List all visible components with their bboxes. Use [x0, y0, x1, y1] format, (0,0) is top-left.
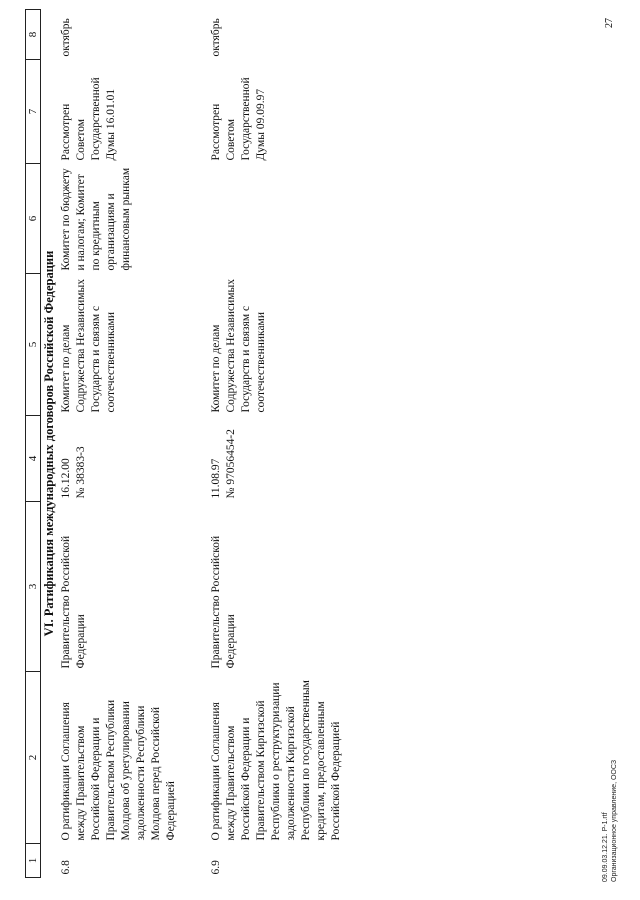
column-number: 1	[26, 844, 41, 878]
row-number: 6.8	[60, 860, 72, 875]
submission-date: 11.08.97	[210, 458, 222, 499]
status: Рассмотрен Советом Государственной Думы 16.01.01	[60, 77, 117, 161]
co-committee	[208, 164, 345, 274]
submission-info	[58, 416, 208, 502]
footer-file-name: 09.09.03.12.21. Р-1.rtf	[602, 812, 609, 882]
column-number: 7	[26, 60, 41, 164]
column-number: 6	[26, 164, 41, 274]
section-row	[41, 10, 59, 878]
bill-title: О ратификации Соглашения между Правительством Российской Федерации и Правительством Республики Молдова об урегулировании задолженности Республики Молдова перед Российской Федерацией	[60, 699, 177, 841]
section-title: VI. Ратификация международных договоров Российской Федерации	[42, 250, 56, 637]
column-number: 3	[26, 502, 41, 672]
initiator: Правительство Российской Федерации	[210, 535, 237, 669]
registration-number: № 97056454-2	[225, 429, 237, 499]
registration-number: № 38383-3	[75, 446, 87, 499]
footer-department: Организационное управление, ООСЗ	[611, 759, 618, 882]
column-number: 2	[26, 672, 41, 844]
month: октябрь	[210, 18, 222, 57]
submission-date: 16.12.00	[60, 458, 72, 499]
status: Рассмотрен Советом Государственной Думы 09.09.97	[210, 77, 267, 161]
legislation-table	[25, 9, 345, 878]
table-row	[58, 10, 208, 878]
row-number: 6.9	[210, 860, 222, 875]
responsible-committee: Комитет по делам Содружества Независимых Государств и связям с соотечественниками	[60, 278, 117, 413]
rotated-page	[15, 10, 625, 890]
month: октябрь	[60, 18, 72, 57]
file-footer	[601, 760, 619, 882]
column-number: 4	[26, 416, 41, 502]
column-number: 5	[26, 274, 41, 416]
column-number-row	[26, 10, 41, 878]
table-row	[208, 10, 345, 878]
column-number: 8	[26, 10, 41, 60]
page-number: 27	[604, 18, 615, 28]
submission-info	[208, 416, 345, 502]
co-committee: Комитет по бюджету и налогам; Комитет по кредитным организациям и финансовым рынкам	[60, 167, 132, 271]
initiator: Правительство Российской Федерации	[60, 535, 87, 669]
responsible-committee: Комитет по делам Содружества Независимых Государств и связям с соотечественниками	[210, 278, 267, 413]
bill-title: О ратификации Соглашения между Правительством Российской Федерации и Правительством Киргизской Республики о реструктуризации задолженности Киргизской Республики по государственным кредитам, предоставленным Российской Федерацией	[210, 680, 342, 841]
